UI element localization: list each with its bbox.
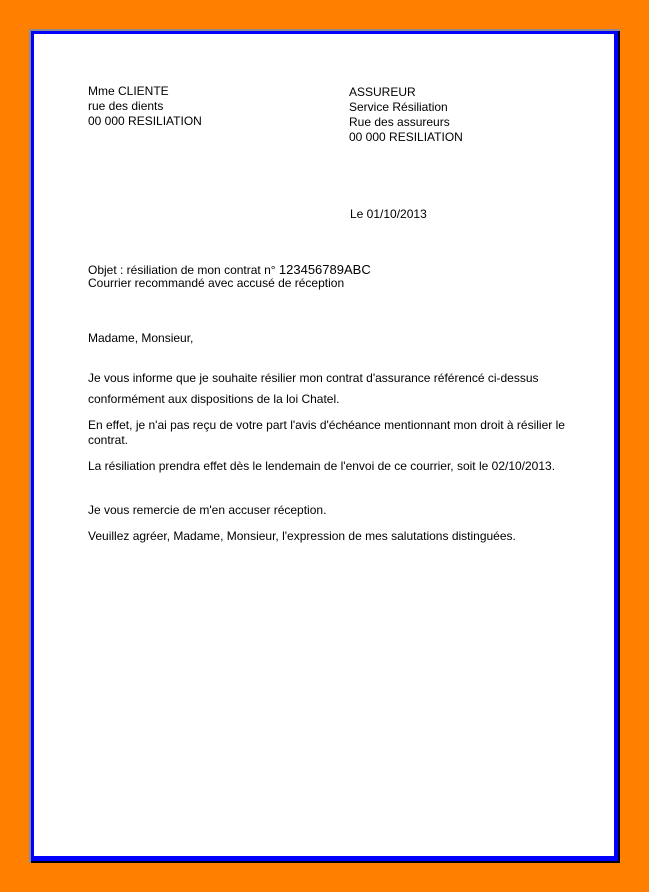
paragraph-2-line-2: contrat. xyxy=(88,433,129,447)
recipient-name: ASSUREUR xyxy=(349,85,416,99)
letter-date: Le 01/10/2013 xyxy=(350,207,427,221)
paragraph-1-line-2: conformément aux dispositions de la loi Chatel. xyxy=(88,392,340,406)
recipient-service: Service Résiliation xyxy=(349,100,448,114)
paragraph-3: La résiliation prendra effet dès le lendemain de l'envoi de ce courrier, soit le 02/10/2013. xyxy=(88,459,556,473)
closing-formula: Veuillez agréer, Madame, Monsieur, l'expression de mes salutations distinguées. xyxy=(88,529,516,543)
salutation: Madame, Monsieur, xyxy=(88,331,194,345)
subject-prefix: Objet : résiliation de mon contrat n° xyxy=(88,263,279,277)
sender-city: 00 000 RESILIATION xyxy=(88,114,202,128)
sender-street: rue des dients xyxy=(88,99,164,113)
recipient-street: Rue des assureurs xyxy=(349,115,450,129)
paragraph-2-line-1: En effet, je n'ai pas reçu de votre part l'avis d'échéance mentionnant mon droit à résilier le xyxy=(88,418,565,432)
recipient-city: 00 000 RESILIATION xyxy=(349,130,463,144)
paragraph-1-line-1: Je vous informe que je souhaite résilier mon contrat d'assurance référencé ci-dessus xyxy=(88,371,539,385)
contract-number: 123456789ABC xyxy=(278,262,371,277)
sender-name: Mme CLIENTE xyxy=(88,84,169,98)
paragraph-4: Je vous remercie de m'en accuser réception. xyxy=(88,503,327,517)
delivery-mode: Courrier recommandé avec accusé de réception xyxy=(88,276,345,290)
